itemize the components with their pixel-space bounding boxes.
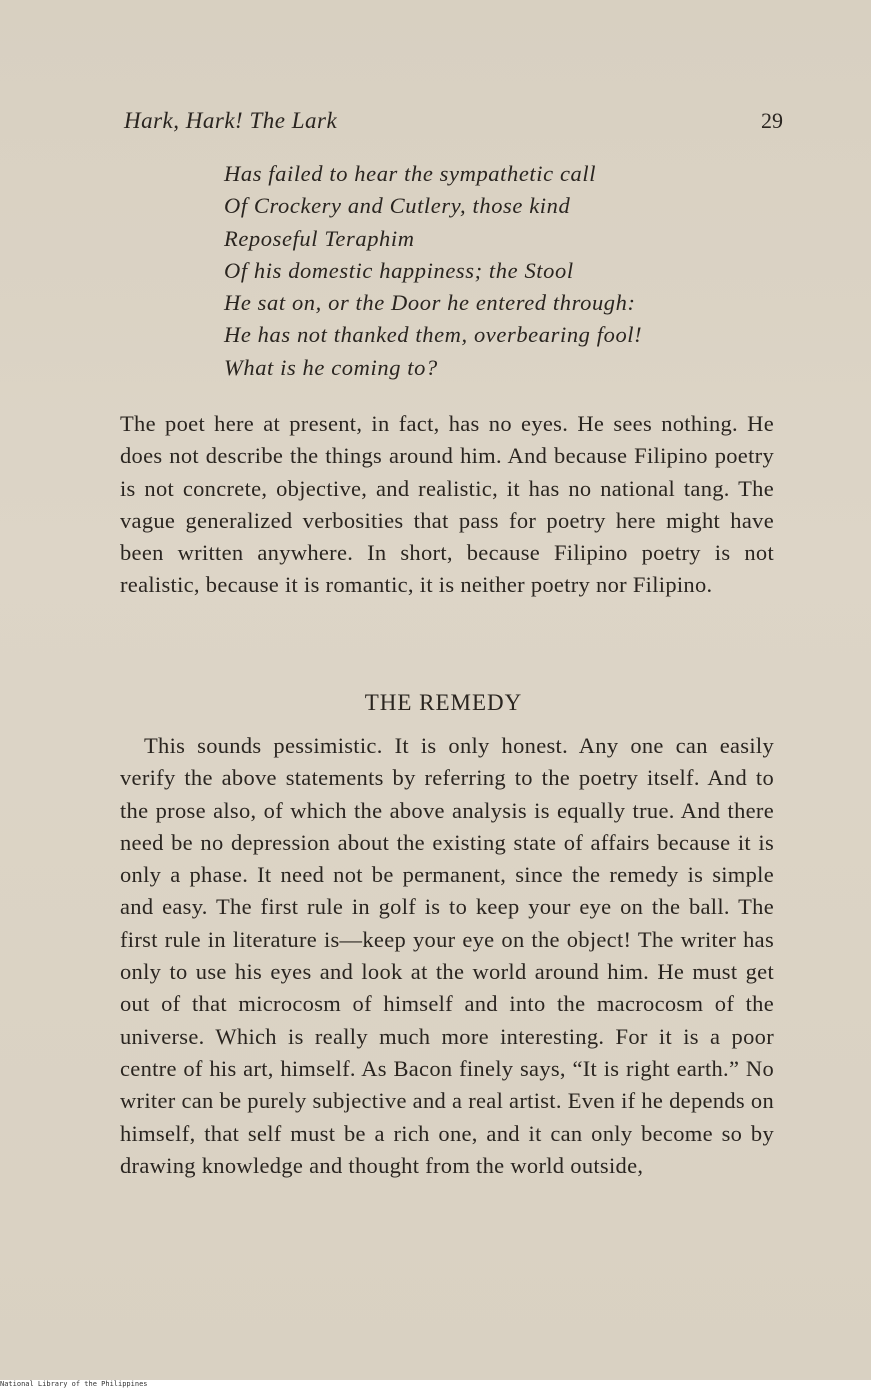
poem-line: What is he coming to?: [224, 354, 438, 380]
poem-line: He sat on, or the Door he entered through:: [224, 290, 636, 316]
section-heading: THE REMEDY: [364, 690, 523, 715]
poem-line: He has not thanked them, overbearing fool!: [224, 322, 643, 348]
page-number: 29: [761, 108, 783, 133]
page-header: [124, 108, 783, 134]
library-credit: National Library of the Philippines: [0, 1380, 871, 1388]
poem-line: Has failed to hear the sympathetic call: [224, 161, 597, 186]
poem-excerpt: [224, 158, 784, 384]
poem-line: Of his domestic happiness; the Stool: [224, 257, 574, 283]
body-paragraph: This sounds pessimistic. It is only honest. Any one can easily verify the above statements by referring to the poetry itself. And to the prose also, of which the above analysis is equally true. And there need be no depression about the existing state of affairs because it is only a phase. It need not be permanent, since the remedy is simple and easy. The first rule in golf is to keep your eye on the ball. The first rule in literature is—keep your eye on the object! The writer has only to use his eyes and look at the world around him. He must get out of that microcosm of himself and into the macrocosm of the universe. Which is really much more interesting. For it is a poor centre of his art, himself. As Bacon finely says, “It is right earth.” No writer can be purely subjective and a real artist. Even if he depends on himself, that self must be a rich one, and it can only become so by drawing knowledge and thought from the world outside,: [120, 733, 774, 1178]
running-title: Hark, Hark! The Lark: [124, 108, 338, 133]
poem-line: Of Crockery and Cutlery, those kind: [224, 193, 571, 219]
body-paragraph: The poet here at present, in fact, has no eyes. He sees nothing. He does not describe the things around him. And because Filipino poetry is not concrete, objective, and realistic, it has no national tang. The vague generalized verbosities that pass for poetry here might have been written anywhere. In short, because Filipino poetry is not realistic, because it is romantic, it is neither poetry nor Filipino.: [120, 411, 774, 598]
poem-line: Reposeful Teraphim: [224, 225, 415, 251]
